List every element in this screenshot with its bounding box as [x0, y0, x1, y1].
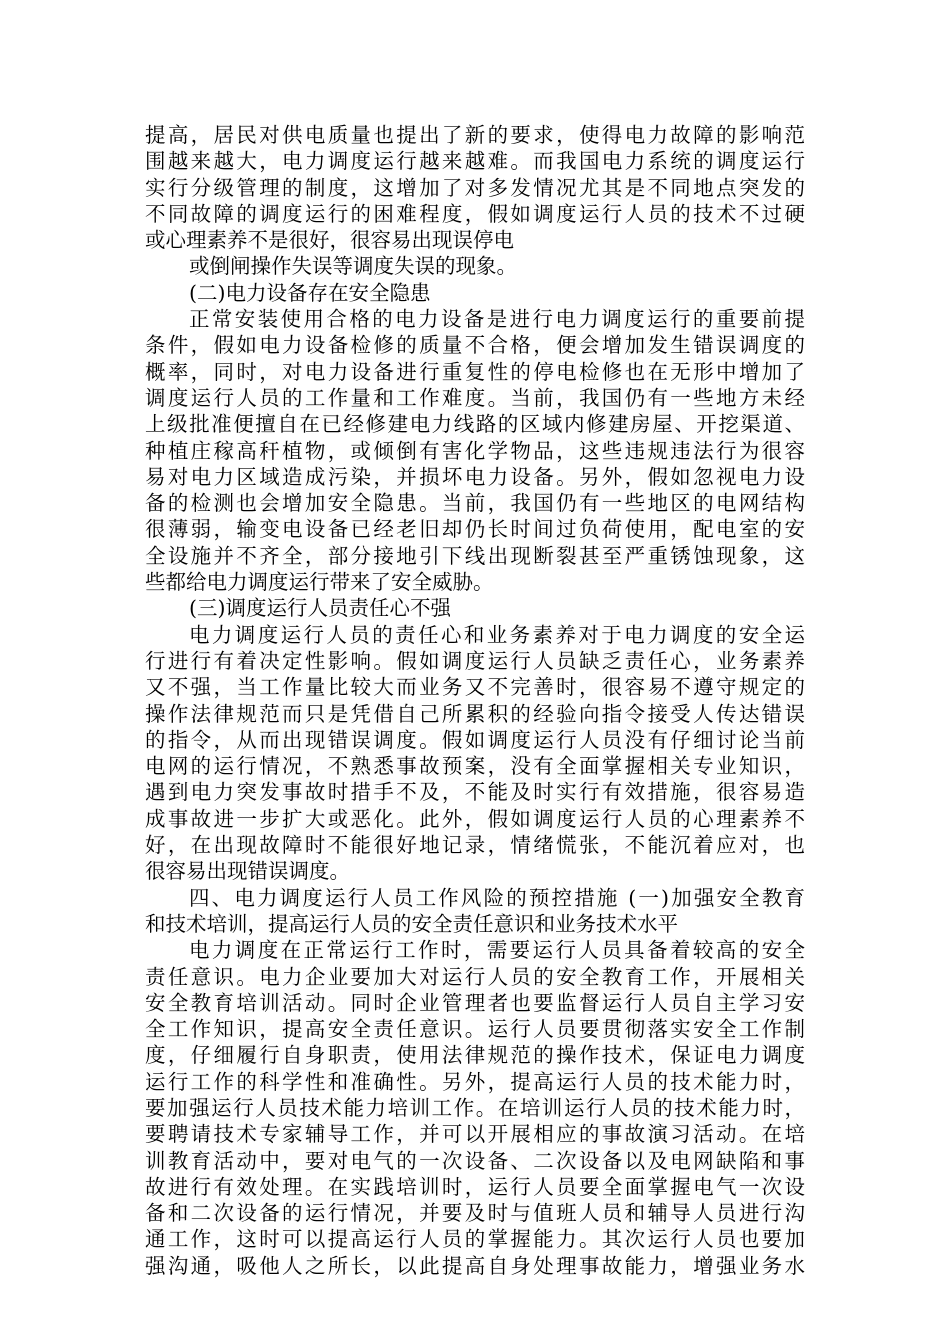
text-line: 四、电力调度运行人员工作风险的预控措施 (一)加强安全教育 [189, 885, 805, 910]
text-line: 运行工作的科学性和准确性。另外，提高运行人员的技术能力时， [145, 1069, 805, 1094]
text-line: 很容易出现错误调度。 [145, 859, 350, 884]
text-line: 或倒闸操作失误等调度失误的现象。 [189, 254, 517, 279]
text-line: 遇到电力突发事故时措手不及，不能及时实行有效措施，很容易造 [145, 780, 805, 805]
text-line: 很薄弱，输变电设备已经老旧却仍长时间过负荷使用，配电室的安 [145, 517, 805, 542]
text-line: 要聘请技术专家辅导工作，并可以开展相应的事故演习活动。在培 [145, 1122, 805, 1147]
text-line: 训教育活动中，要对电气的一次设备、二次设备以及电网缺陷和事 [145, 1148, 805, 1173]
text-line: (二)电力设备存在安全隐患 [189, 280, 431, 305]
text-line: 行进行有着决定性影响。假如调度运行人员缺乏责任心，业务素养 [145, 648, 805, 673]
text-line: 强沟通，吸他人之所长，以此提高自身处理事故能力，增强业务水 [145, 1253, 805, 1278]
text-line: 围越来越大，电力调度运行越来越难。而我国电力系统的调度运行 [145, 149, 805, 174]
text-line: 和技术培训，提高运行人员的安全责任意识和业务技术水平 [145, 911, 678, 936]
text-line: 些都给电力调度运行带来了安全威胁。 [145, 570, 494, 595]
text-line: 电力调度在正常运行工作时，需要运行人员具备着较高的安全 [189, 938, 805, 963]
text-line: 备的检测也会增加安全隐患。当前，我国仍有一些地区的电网结构 [145, 491, 805, 516]
text-line: 调度运行人员的工作量和工作难度。当前，我国仍有一些地方未经 [145, 385, 805, 410]
text-line: 要加强运行人员技术能力培训工作。在培训运行人员的技术能力时， [145, 1095, 805, 1120]
text-line: 电网的运行情况，不熟悉事故预案，没有全面掌握相关专业知识， [145, 754, 805, 779]
text-line: 责任意识。电力企业要加大对运行人员的安全教育工作，开展相关 [145, 964, 805, 989]
text-line: 的指令，从而出现错误调度。假如调度运行人员没有仔细讨论当前 [145, 727, 805, 752]
text-line: 种植庄稼高秆植物，或倾倒有害化学物品，这些违规违法行为很容 [145, 438, 805, 463]
text-line: 正常安装使用合格的电力设备是进行电力调度运行的重要前提 [189, 307, 805, 332]
text-line: 不同故障的调度运行的困难程度，假如调度运行人员的技术不过硬 [145, 201, 805, 226]
text-line: 或心理素养不是很好，很容易出现误停电 [145, 228, 514, 253]
text-line: 条件，假如电力设备检修的质量不合格，便会增加发生错误调度的 [145, 333, 805, 358]
text-line: 故进行有效处理。在实践培训时，运行人员要全面掌握电气一次设 [145, 1174, 805, 1199]
text-line: 提高，居民对供电质量也提出了新的要求，使得电力故障的影响范 [145, 123, 805, 147]
text-line: 实行分级管理的制度，这增加了对多发情况尤其是不同地点突发的 [145, 175, 805, 200]
text-line: 电力调度运行人员的责任心和业务素养对于电力调度的安全运 [189, 622, 805, 647]
text-line: 概率，同时，对电力设备进行重复性的停电检修也在无形中增加了 [145, 359, 805, 384]
text-line: 上级批准便擅自在已经修建电力线路的区域内修建房屋、开挖渠道、 [145, 412, 805, 437]
text-line: 易对电力区域造成污染，并损坏电力设备。另外，假如忽视电力设 [145, 464, 805, 489]
text-line: 安全教育培训活动。同时企业管理者也要监督运行人员自主学习安 [145, 990, 805, 1015]
text-line: 又不强，当工作量比较大而业务又不完善时，很容易不遵守规定的 [145, 675, 805, 700]
document-body [145, 122, 805, 1279]
text-line: 好，在出现故障时不能很好地记录，情绪慌张，不能沉着应对，也 [145, 833, 805, 858]
text-line: 通工作，这时可以提高运行人员的掌握能力。其次运行人员也要加 [145, 1227, 805, 1252]
text-line: 全工作知识，提高安全责任意识。运行人员要贯彻落实安全工作制 [145, 1017, 805, 1042]
text-line: (三)调度运行人员责任心不强 [189, 596, 451, 621]
text-line: 全设施并不齐全，部分接地引下线出现断裂甚至严重锈蚀现象，这 [145, 543, 805, 568]
text-line: 成事故进一步扩大或恶化。此外，假如调度运行人员的心理素养不 [145, 806, 805, 831]
text-line: 度，仔细履行自身职责，使用法律规范的操作技术，保证电力调度 [145, 1043, 805, 1068]
text-line: 备和二次设备的运行情况，并要及时与值班人员和辅导人员进行沟 [145, 1201, 805, 1226]
text-line: 操作法律规范而只是凭借自己所累积的经验向指令接受人传达错误 [145, 701, 805, 726]
